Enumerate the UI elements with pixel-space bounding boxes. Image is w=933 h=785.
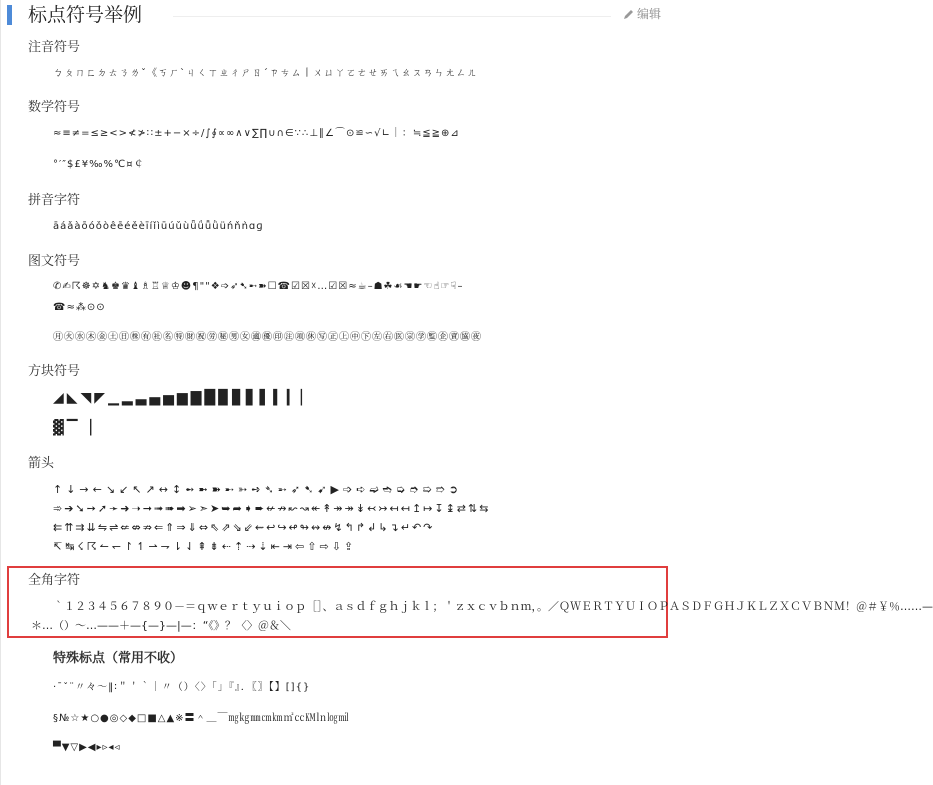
symbol-line: ⇇⇈⇉⇊⇋⇌⇍⇎⇏⇐⇑⇒⇓⇔⇖⇗⇘⇙⇜↩↪↫↬↭↮↯↰↱↲↳↴↵↶↷ — [53, 521, 435, 534]
page-title: 标点符号举例 — [28, 4, 143, 26]
pencil-icon — [622, 8, 635, 21]
symbol-line: ↸↹☇☈↼↽↾↿⇀⇁⇂⇃⇞⇟⇠⇡⇢⇣⇤⇥⇦⇧⇨⇩⇪ — [53, 540, 357, 553]
section-title-fullwidth: 全角字符 — [28, 573, 81, 588]
section-header — [7, 2, 673, 28]
symbol-line: ▀▼▽▶◀▸▹◂◃ — [53, 742, 121, 753]
header-accent-bar — [7, 5, 12, 25]
symbol-line: ｀１２３４５６７８９０－＝ｑｗｅｒｔｙｕｉｏｐ［］、ａｓｄｆｇｈｊｋｌ；＇ｚｘｃｖｂｎｍ，。／ＱＷＥＲＴＹＵＩＯＰＡＳＤＦＧＨＪＫＬＺＸＣＶＢＮＭ！＠＃￥％……— — [53, 600, 933, 613]
header-divider — [173, 16, 611, 17]
symbol-line: ◢◣◥◤▁▂▃▄▅▆▇█▉▊▋▌▍▎▏ — [53, 390, 315, 406]
symbol-line: ·ˉˇ¨〃々～‖∶＂＇｀｜〃（）〈〉「」『』．〖〗【】[]{} — [53, 682, 311, 693]
section-title-zhuyin: 注音符号 — [28, 40, 81, 55]
symbol-line: ☎≈⁂⊙⊙ — [53, 302, 106, 313]
symbol-line: °′″$£¥‰%℃¤￠ — [53, 159, 145, 170]
symbol-line: ▓▔▕ — [53, 420, 95, 436]
symbol-line: āáǎàōóǒòêēéěèīíǐìūúǔùǖǘǚǜüńňǹɑɡ — [53, 221, 264, 232]
section-title-special: 特殊标点（常用不收） — [53, 651, 184, 666]
edit-button[interactable] — [622, 6, 661, 22]
section-title-graphic: 图文符号 — [28, 254, 81, 269]
symbol-line: ➾➔➘➙➚➛➜➝➞➟➠➡➢➣➤➥➦➧➨↚↛↜↝↞↟↠↠↡↢↣↤↤↥↦↧↨⇄⇅⇆ — [53, 502, 491, 515]
symbol-line: ＊…（）～…——＋—{—}—|—：“《》？〈〉＠＆＼ — [31, 619, 291, 632]
symbol-line: ㊊㊋㊌㊍㊎㊏㊐㊑㊒㊓㊔㊕㊖㊗㊘㊙㊚㊛㊜㊝㊞㊟㊠㊡㊢㊣㊤㊥㊦㊧㊨㊩㊪㊫㊬㊭㊮㊯㊰ — [53, 332, 482, 343]
section-title-blocks: 方块符号 — [28, 364, 81, 379]
section-title-math: 数学符号 — [28, 100, 81, 115]
symbol-line: ㄅㄆㄇㄈㄉㄊㄋㄌˇ《ㄎㄏˋㄐㄑㄒㄓㄔㄕㄖˊㄗㄘㄙ丨ㄨㄩㄚㄛㄜㄝㄞㄟㄠㄡㄢㄣㄤㄥㄦ — [53, 68, 478, 79]
section-title-pinyin: 拼音字符 — [28, 193, 81, 208]
section-title-arrows: 箭头 — [28, 456, 55, 471]
symbol-line: §№☆★○●◎◇◆□■△▲※〓＾＿￣㎎㎏㎜㎝㎞㎡㏄㏎㏑㏒㏕ — [53, 713, 350, 724]
symbol-line: ≈≡≠=≤≥<>≮≯∷±+−×÷/∫∮∝∞∧∨∑∏∪∩∈∵∴⊥∥∠⌒⊙≌∽√∟｜：≒≦≧⊕⊿ — [53, 128, 460, 139]
symbol-line: ↑↓→←↘↙↖↗↔↕➻➼➽➸➳➺➴➵➶➷➹▶➩➪➫➬➭➮➯➱➲ — [53, 483, 462, 496]
symbol-line: ✆✍☈☸✡♞♚♛♝♗♖♕♔☻¶""❖➩➶➷➸➽☐☎☑☒☓…☑☒≈☕–☗☘☙☚☛☜☝☞☟– — [53, 281, 464, 292]
edit-label: 编辑 — [636, 7, 661, 21]
